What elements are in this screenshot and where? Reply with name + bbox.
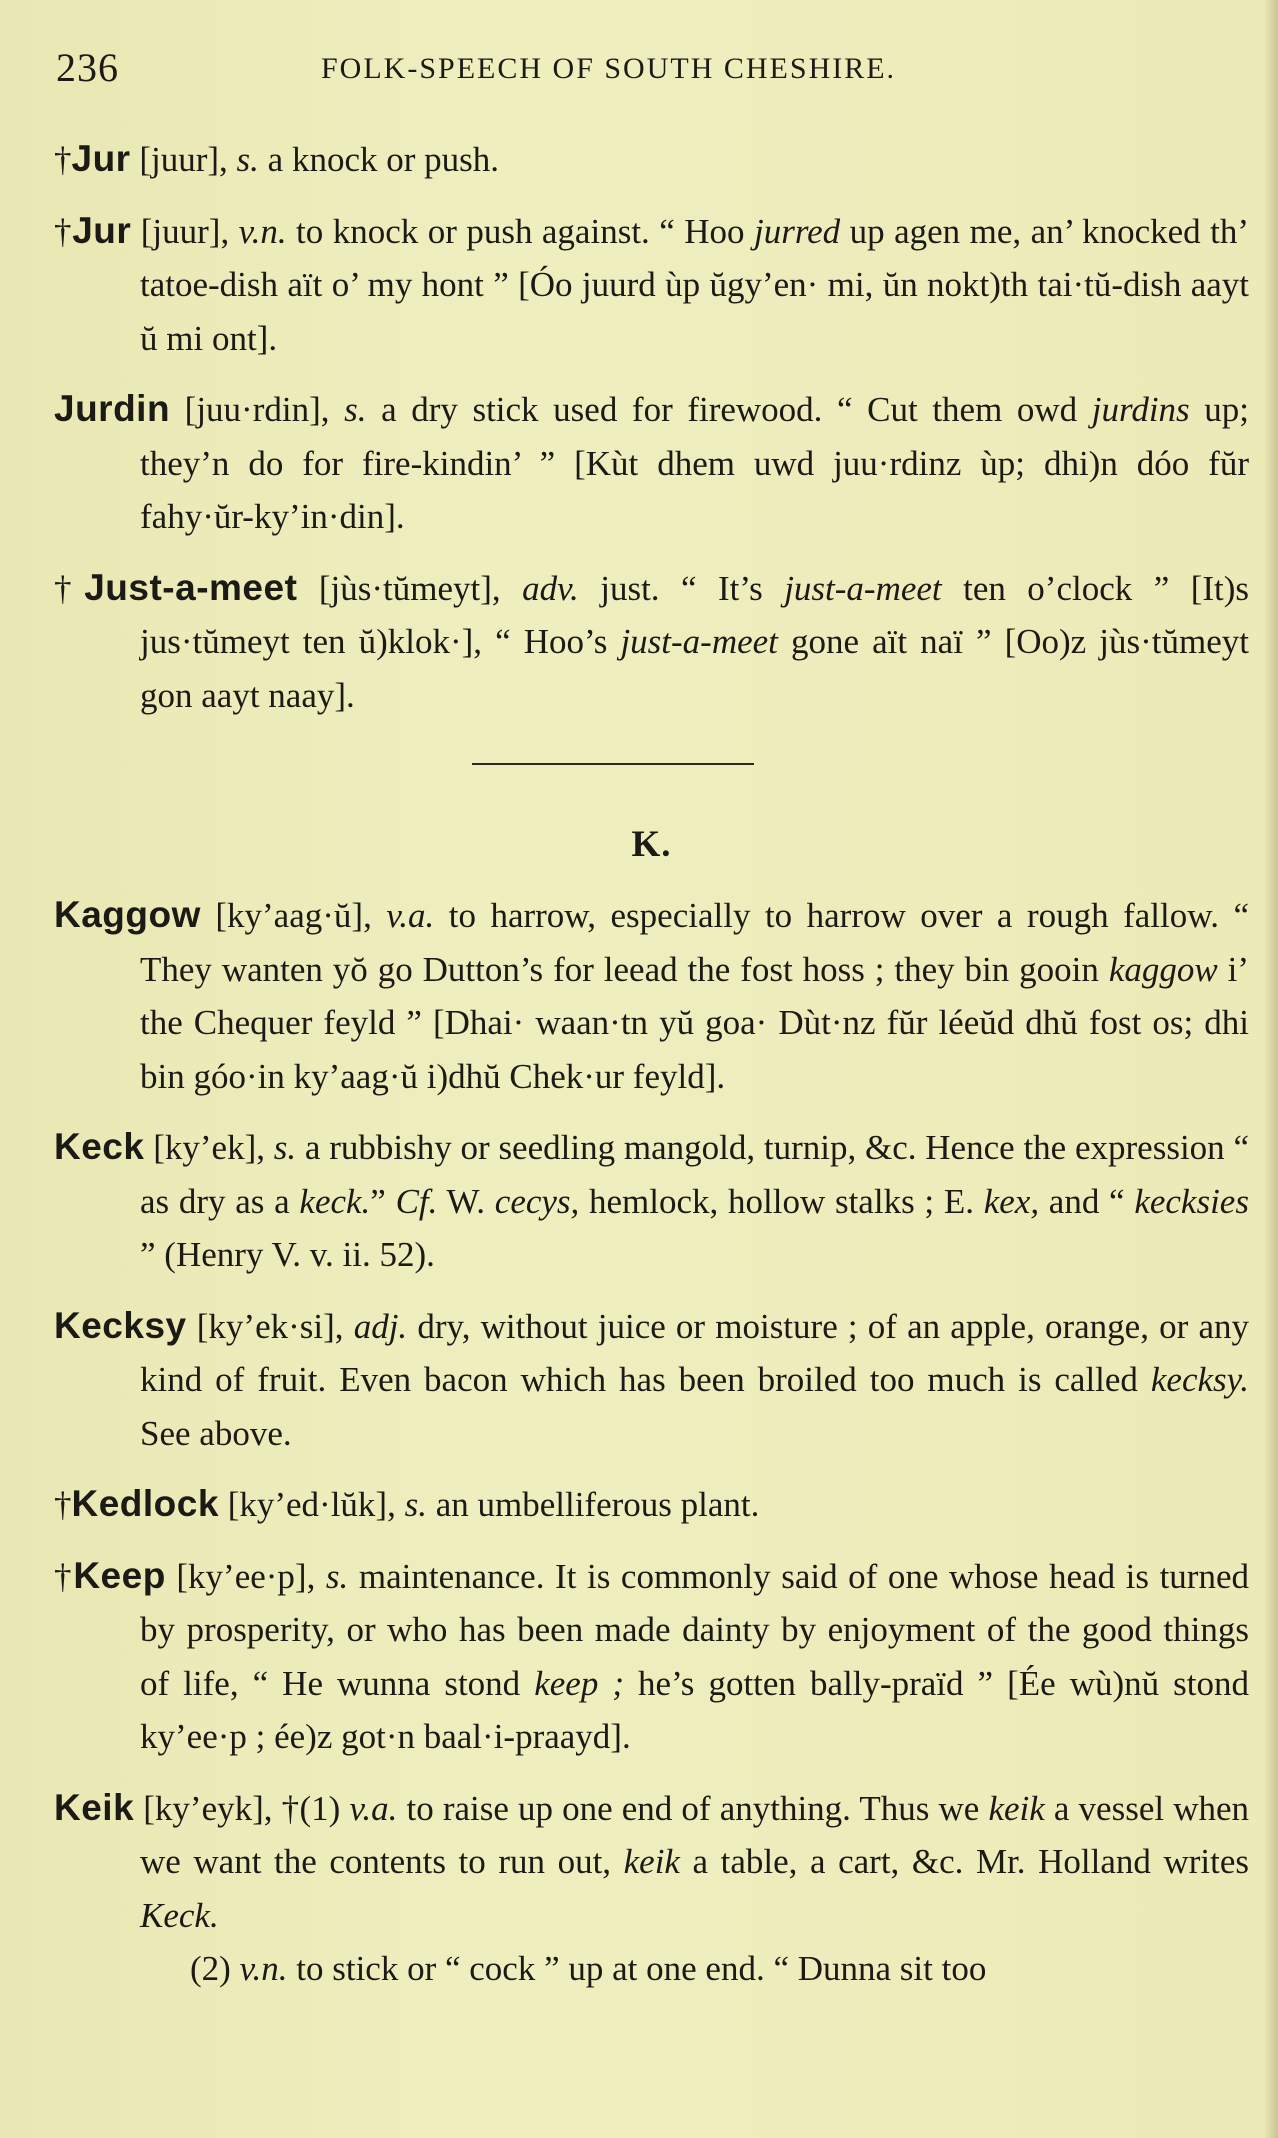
italic-text: v.n. bbox=[239, 1949, 288, 1988]
italic-text: s. bbox=[273, 1128, 297, 1167]
entry-text: a knock or push. bbox=[258, 140, 500, 179]
dagger-mark: † bbox=[54, 1556, 74, 1596]
dagger-mark: † bbox=[54, 568, 85, 608]
sub-entry bbox=[190, 1942, 1249, 1996]
entry-text: to knock or push against. “ Hoo bbox=[286, 211, 754, 251]
italic-text: Cf. bbox=[395, 1181, 438, 1221]
entry-text: [ky’ek·si], bbox=[186, 1306, 354, 1346]
italic-text: cecys, bbox=[494, 1181, 580, 1221]
entry-text: up agen me, an’ knocked th’ tatoe-dish aït o’ my hont ” [Óo juurd ùp ŭgy’en· mi, ŭn nokt)th tai·tŭ-dish aayt ŭ mi ont]. bbox=[140, 211, 1250, 358]
dictionary-entry bbox=[54, 204, 1249, 366]
italic-text: just-a-meet bbox=[620, 622, 778, 661]
entry-text: [juur], bbox=[130, 140, 237, 179]
headword: Jur bbox=[72, 209, 132, 251]
dictionary-entry bbox=[54, 1299, 1249, 1461]
italic-text: v.a. bbox=[386, 896, 435, 935]
entry-text: gone aït naï ” [Oo)z jùs·tŭmeyt gon aayt naay]. bbox=[140, 622, 1250, 715]
entry-text: ” bbox=[370, 1181, 396, 1221]
italic-text: v.a. bbox=[349, 1788, 398, 1828]
entries-letter-k bbox=[54, 888, 1249, 1942]
italic-text: Keck. bbox=[140, 1895, 219, 1935]
entry-text: ten o’clock ” [It)s jus·tŭmeyt ten ŭ)klok·], “ Hoo’s bbox=[140, 568, 1250, 661]
page-number: 236 bbox=[56, 45, 119, 90]
dagger-mark: † bbox=[54, 211, 73, 251]
italic-text: kecksy. bbox=[1150, 1360, 1249, 1399]
section-divider bbox=[54, 739, 1249, 823]
entry-text: [ky’aag·ŭ], bbox=[200, 896, 387, 935]
headword: Keik bbox=[54, 1786, 135, 1828]
italic-text: keep ; bbox=[534, 1663, 625, 1703]
entry-text: hemlock, hollow stalks ; E. bbox=[579, 1181, 984, 1221]
dagger-mark: † bbox=[54, 1485, 72, 1524]
entry-text: a table, a cart, &c. Mr. Holland writes bbox=[679, 1842, 1249, 1881]
running-title: FOLK-SPEECH OF SOUTH CHESHIRE. bbox=[321, 52, 897, 85]
entry-text: [juur], bbox=[131, 211, 239, 251]
italic-text: keik bbox=[623, 1842, 680, 1881]
entry-text: [ky’ee·p], bbox=[165, 1556, 326, 1596]
dictionary-entry bbox=[54, 382, 1249, 544]
entry-text: dry, without juice or moisture ; of an apple, orange, or any kind of fruit. Even bacon which has been broiled too much is called bbox=[140, 1306, 1249, 1399]
headword: Jur bbox=[71, 138, 131, 179]
entry-text: and “ bbox=[1039, 1181, 1135, 1221]
entry-text: [juu·rdin], bbox=[170, 390, 345, 429]
entry-text: i’ the Chequer feyld ” [Dhai· waan·tn yŭ goa· Dùt·nz fŭr léeŭd dhŭ fost os; dhi bin góo·in ky’aag·ŭ i)dhŭ Chek·ur feyld]. bbox=[140, 949, 1249, 1096]
page-edge-shadow bbox=[1264, 0, 1278, 2138]
headword: Kecksy bbox=[54, 1304, 187, 1346]
italic-text: jurdins bbox=[1091, 390, 1190, 429]
entry-text: a rubbishy or seedling mangold, turnip, &c. Hence the expression “ as dry as a bbox=[140, 1128, 1249, 1221]
italic-text: kaggow bbox=[1108, 949, 1218, 989]
headword: Just-a-meet bbox=[84, 566, 298, 608]
headword: Keep bbox=[73, 1554, 166, 1596]
entry-text: just. “ It’s bbox=[578, 568, 785, 608]
dictionary-content bbox=[54, 132, 1249, 2013]
divider-rule bbox=[472, 763, 754, 765]
entry-text: [ky’eyk], †(1) bbox=[134, 1788, 350, 1828]
italic-text: s. bbox=[236, 140, 259, 179]
headword: Keck bbox=[54, 1126, 145, 1167]
entry-text: ” (Henry V. v. ii. 52). bbox=[140, 1235, 435, 1274]
entry-text: (2) bbox=[190, 1949, 240, 1988]
entry-text: [ky’ek], bbox=[144, 1128, 274, 1167]
italic-text: adj. bbox=[353, 1306, 408, 1346]
entry-text: to stick or “ cock ” up at one end. “ Dunna sit too bbox=[287, 1949, 987, 1988]
entry-text: an umbelliferous plant. bbox=[426, 1485, 760, 1524]
entry-text: he’s gotten bally-praïd ” [Ée wù)nŭ stond ky’ee·p ; ée)z got·n baal·i-praayd]. bbox=[140, 1663, 1250, 1756]
entries-letter-j bbox=[54, 132, 1249, 722]
entry-text: to harrow, especially to harrow over a rough fallow. “ They wanten yŏ go Dutton’s for leead the fost hoss ; they bin gooin bbox=[140, 896, 1249, 989]
dictionary-entry bbox=[54, 1549, 1249, 1764]
italic-text: kex, bbox=[983, 1181, 1040, 1221]
entry-text: maintenance. It is commonly said of one whose head is turned by prosperity, or who has been made dainty by enjoyment of the good things of life, “ He wunna stond bbox=[140, 1556, 1249, 1703]
headword: Kaggow bbox=[54, 894, 201, 935]
entry-text: a dry stick used for firewood. “ Cut them owd bbox=[366, 390, 1092, 429]
italic-text: keik bbox=[988, 1788, 1045, 1828]
entry-text: [ky’ed·lŭk], bbox=[218, 1485, 405, 1524]
italic-text: s. bbox=[325, 1556, 349, 1596]
italic-text: jurred bbox=[753, 211, 841, 251]
page-header bbox=[56, 40, 1236, 90]
dagger-mark: † bbox=[54, 140, 72, 179]
headword: Kedlock bbox=[71, 1483, 219, 1524]
entry-text: [jùs·tŭmeyt], bbox=[297, 568, 523, 608]
italic-text: kecksies bbox=[1134, 1181, 1249, 1221]
dictionary-entry bbox=[54, 1477, 1249, 1532]
entry-text: up; they’n do for fire-kindin’ ” [Kùt dhem uwd juu·rdinz ùp; dhi)n dóo fŭr fahy·ŭr-ky’in·din]. bbox=[140, 390, 1249, 536]
entry-text: a vessel when we want the contents to run out, bbox=[140, 1788, 1250, 1881]
italic-text: s. bbox=[344, 390, 367, 429]
italic-text: adv. bbox=[522, 568, 579, 608]
italic-text: keck. bbox=[299, 1181, 371, 1221]
dictionary-entry bbox=[54, 1781, 1249, 1943]
headword: Jurdin bbox=[54, 388, 171, 429]
dictionary-entry bbox=[54, 132, 1249, 187]
entry-text: W. bbox=[437, 1181, 495, 1221]
section-letter: K. bbox=[631, 824, 672, 865]
dictionary-entry bbox=[54, 561, 1249, 723]
italic-text: v.n. bbox=[238, 211, 287, 251]
italic-text: s. bbox=[404, 1485, 427, 1524]
dictionary-entry bbox=[54, 888, 1249, 1103]
italic-text: just-a-meet bbox=[784, 568, 942, 608]
entry-text: See above. bbox=[140, 1413, 292, 1453]
entry-text: to raise up one end of anything. Thus we bbox=[397, 1788, 989, 1828]
dictionary-entry bbox=[54, 1120, 1249, 1282]
